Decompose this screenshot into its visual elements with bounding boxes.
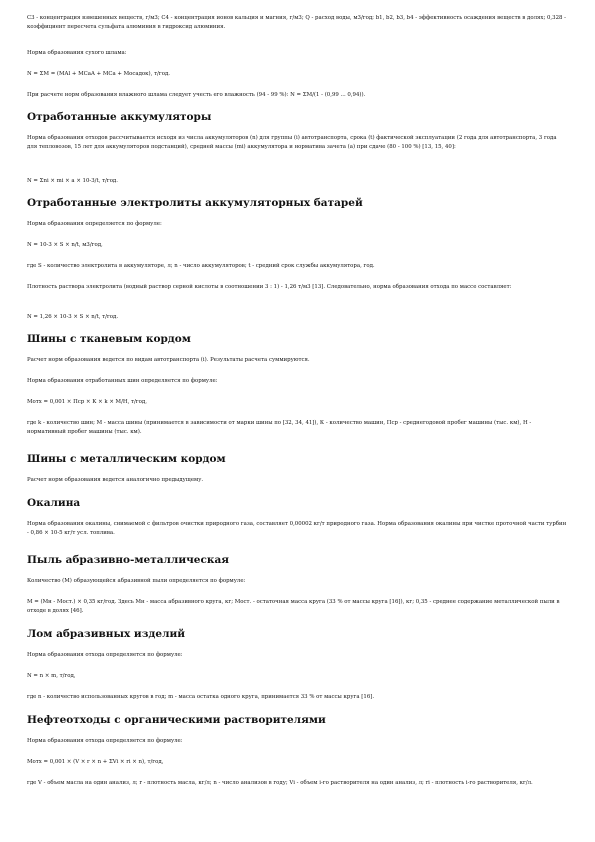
paragraph: Норма образования отхода определяется по формуле: xyxy=(27,738,183,744)
paragraph: C3 - концентрация взвешенных веществ, г/м3; C4 - концентрация ионов кальция и магния, г/м3; Q - расход воды, м3/год; b1, b2, b3, b4 - эффективность осаждения веществ в долях; 0,328 - коэффициент пересчета сульфата алюминия в гидроксид алюминия. xyxy=(27,15,566,30)
paragraph: Норма образования окалины, снимаемой с фильтров очистки природного газа, составляет 0,00002 кг/т природного газа. Норма образования окалины при чистке проточной части турбин - 0,86 × 10-5 кг/т усл. топлива. xyxy=(27,521,567,536)
section-heading: Пыль абразивно-металлическая xyxy=(27,554,230,566)
paragraph: Расчет норм образования ведется по видам автотранспорта (i). Результаты расчета суммируются. xyxy=(27,357,310,363)
section-heading: Нефтеотходы с органическими растворителями xyxy=(27,714,326,726)
paragraph: где S - количество электролита в аккумуляторе, л; n - число аккумуляторов; t - средний срок службы аккумулятора, год. xyxy=(27,263,375,269)
formula: N = Σni × mi × a × 10-3/t, т/год. xyxy=(27,178,118,184)
paragraph: где n - количество использованных кругов в год; m - масса остатка одного круга, принимается 33 % от массы круга [16]. xyxy=(27,694,375,700)
paragraph: Норма образования сухого шлама: xyxy=(27,50,127,56)
paragraph: Количество (М) образующейся абразивной пыли определяется по формуле: xyxy=(27,578,246,584)
formula: N = ΣM = (MAl + MCaA + MCa + Mосадок), т/год. xyxy=(27,71,170,77)
paragraph: Норма образования отходов рассчитывается исходя из числа аккумуляторов (n) для группы (i) автотранспорта, срока (t) фактической эксплуатации (2 года для автотранспорта, 3 года для тепловозов, 15 лет для аккумуляторов подстанций), средней массы (mi) аккумулятора и норматива зачета (a) при сдаче (80 - 100 %) [13, 15, 40]: xyxy=(27,135,557,150)
paragraph: Норма образования определяется по формуле: xyxy=(27,221,162,227)
paragraph: Плотность раствора электролита (водный раствор серной кислоты в соотношении 3 : 1) - 1,26 т/м3 [13]. Следовательно, норма образования отхода по массе составляет: xyxy=(27,284,512,290)
section-heading: Окалина xyxy=(27,497,81,509)
paragraph: Расчет норм образования ведется аналогично предыдущему. xyxy=(27,477,204,483)
paragraph: где k - количество шин; М - масса шины (принимается в зависимости от марки шины по [32, 34, 41]), К - количество машин, Пср - среднегодовой пробег машины (тыс. км), Н - нормативный пробег машины (тыс. км). xyxy=(27,420,532,435)
paragraph: M = (Mн - Mост.) × 0,35 кг/год. Здесь Mн - масса абразивного круга, кг; Mост. - остаточная масса круга (33 % от массы круга [16]), кг; 0,35 - среднее содержание металлической пыли в отходе в долях [46]. xyxy=(27,599,560,614)
section-heading: Отработанные аккумуляторы xyxy=(27,111,212,123)
paragraph: Норма образования отхода определяется по формуле: xyxy=(27,652,183,658)
paragraph: где V - объем масла на один анализ, л; r - плотность масла, кг/л; n - число анализов в году; Vi - объем i-го растворителя на один анализ, л; ri - плотность i-го растворителя, кг/л. xyxy=(27,780,533,786)
section-heading: Отработанные электролиты аккумуляторных батарей xyxy=(27,197,363,209)
formula: N = n × m, т/год, xyxy=(27,673,76,679)
formula: Мотх = 0,001 × Пср × К × k × М/Н, т/год, xyxy=(27,399,147,405)
section-heading: Шины с металлическим кордом xyxy=(27,453,226,465)
formula: N = 1,26 × 10-3 × S × n/t, т/год. xyxy=(27,314,119,320)
paragraph: Норма образования отработанных шин определяется по формуле: xyxy=(27,378,218,384)
formula: N = 10-3 × S × n/t, м3/год, xyxy=(27,242,103,248)
section-heading: Шины с тканевым кордом xyxy=(27,333,191,345)
paragraph: При расчете норм образования влажного шлама следует учесть его влажность (94 - 99 %): N = ΣM/(1 - (0,99 ... 0,94)). xyxy=(27,92,366,98)
formula: Мотх = 0,001 × (V × r × n + ΣVi × ri × n), т/год, xyxy=(27,759,164,765)
section-heading: Лом абразивных изделий xyxy=(27,628,186,640)
